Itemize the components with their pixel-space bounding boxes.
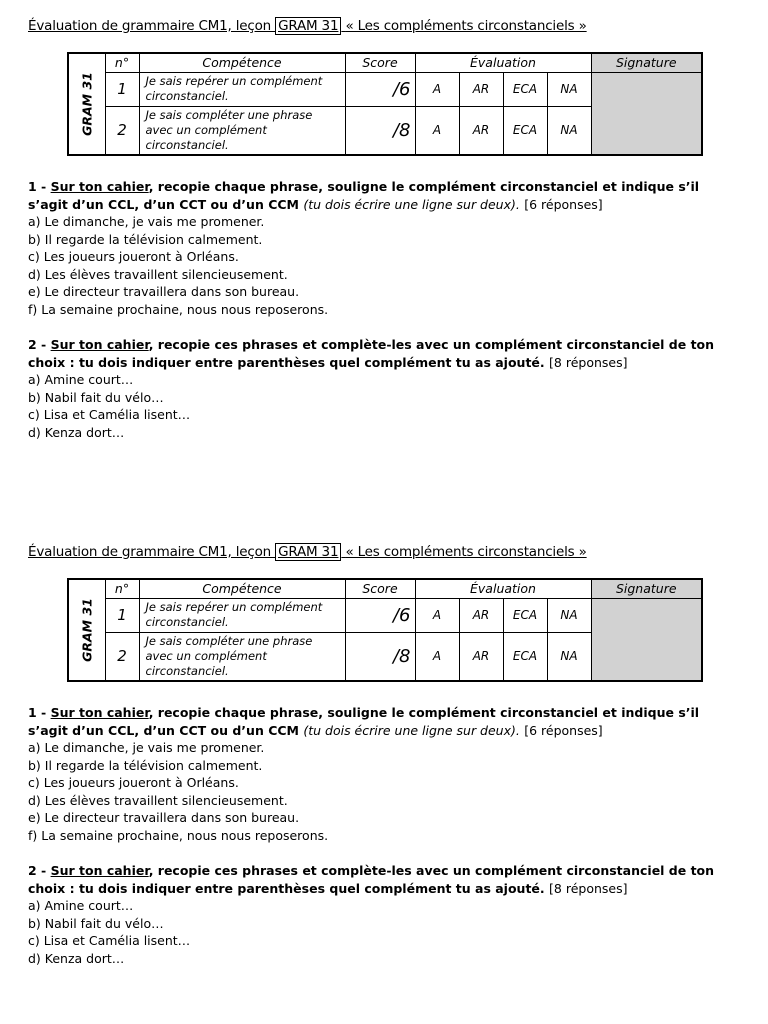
header-competence: Compétence <box>139 579 345 598</box>
exercise-instruction <box>28 178 740 213</box>
exercise-1 <box>28 704 740 844</box>
eval-a: A <box>415 106 459 155</box>
title-suffix: « Les compléments circonstanciels » <box>345 544 587 560</box>
lesson-code-vertical-label: GRAM 31 <box>79 598 95 662</box>
lesson-code-box: GRAM 31 <box>275 17 341 35</box>
exercise-items <box>28 213 740 318</box>
eval-eca: ECA <box>503 72 547 106</box>
header-score: Score <box>345 53 415 72</box>
competence-table <box>67 578 703 682</box>
eval-eca: ECA <box>503 632 547 681</box>
list-item: b) Nabil fait du vélo… <box>28 389 164 405</box>
answer-count: [8 réponses] <box>549 354 628 370</box>
exercise-where: Sur ton cahier <box>50 863 149 878</box>
list-item: c) Lisa et Camélia lisent… <box>28 933 191 948</box>
row-number: 2 <box>105 106 139 155</box>
sheet-title <box>28 544 587 560</box>
header-evaluation: Évaluation <box>415 579 591 598</box>
competence-text: Je sais repérer un complément circonstanciel. <box>139 598 345 632</box>
list-item: a) Le dimanche, je vais me promener. <box>28 740 265 755</box>
list-item: d) Kenza dort… <box>28 950 125 966</box>
competence-text: Je sais repérer un complément circonstanciel. <box>139 72 345 106</box>
answer-count: [6 réponses] <box>524 722 603 738</box>
exercise-note: (tu dois écrire une ligne sur deux). <box>303 722 520 738</box>
list-item: d) Les élèves travaillent silencieusement. <box>28 792 288 808</box>
score-cell: /8 <box>345 106 415 155</box>
score-cell: /8 <box>345 632 415 681</box>
lesson-code-cell <box>68 53 105 155</box>
header-num: n° <box>105 579 139 598</box>
list-item: e) Le directeur travaillera dans son bureau. <box>28 810 300 825</box>
list-item: c) Les joueurs joueront à Orléans. <box>28 775 239 790</box>
eval-eca: ECA <box>503 598 547 632</box>
exercise-instruction-text: , recopie ces phrases et complète-les avec un complément circonstanciel de ton choix : tu dois indiquer entre parenthèses quel complément tu as ajouté. <box>28 337 715 370</box>
exercise-instruction-text: , recopie chaque phrase, souligne le complément circonstanciel et indique s’il s’agit d’un CCL, d’un CCT ou d’un CCM <box>28 705 700 738</box>
list-item: d) Kenza dort… <box>28 424 125 440</box>
eval-a: A <box>415 598 459 632</box>
exercise-items <box>28 371 740 441</box>
list-item: f) La semaine prochaine, nous nous reposerons. <box>28 827 329 843</box>
title-prefix: Évaluation de grammaire CM1, leçon <box>28 544 271 560</box>
competence-table <box>67 52 703 156</box>
lesson-code-vertical-label: GRAM 31 <box>79 72 95 136</box>
exercise-number: 2 - <box>28 337 47 352</box>
row-number: 1 <box>105 598 139 632</box>
list-item: a) Amine court… <box>28 898 134 913</box>
list-item: d) Les élèves travaillent silencieusement. <box>28 266 288 282</box>
list-item: c) Lisa et Camélia lisent… <box>28 407 191 422</box>
exercise-instruction <box>28 336 740 371</box>
lesson-code-box: GRAM 31 <box>275 543 341 561</box>
exercise-note: (tu dois écrire une ligne sur deux). <box>303 196 520 212</box>
lesson-code-cell <box>68 579 105 681</box>
list-item: b) Il regarde la télévision calmement. <box>28 231 263 247</box>
list-item: c) Les joueurs joueront à Orléans. <box>28 249 239 264</box>
answer-count: [8 réponses] <box>549 880 628 896</box>
exercise-instruction <box>28 704 740 739</box>
list-item: a) Amine court… <box>28 372 134 387</box>
eval-eca: ECA <box>503 106 547 155</box>
eval-ar: AR <box>459 632 503 681</box>
header-signature: Signature <box>591 579 702 598</box>
competence-text: Je sais compléter une phrase avec un complément circonstanciel. <box>139 106 345 155</box>
list-item: b) Nabil fait du vélo… <box>28 915 164 931</box>
exercise-2 <box>28 862 740 967</box>
eval-a: A <box>415 72 459 106</box>
list-item: b) Il regarde la télévision calmement. <box>28 757 263 773</box>
eval-ar: AR <box>459 72 503 106</box>
eval-a: A <box>415 632 459 681</box>
row-number: 1 <box>105 72 139 106</box>
list-item: a) Le dimanche, je vais me promener. <box>28 214 265 229</box>
eval-na: NA <box>547 632 591 681</box>
answer-count: [6 réponses] <box>524 196 603 212</box>
exercise-items <box>28 739 740 844</box>
exercise-1 <box>28 178 740 318</box>
row-number: 2 <box>105 632 139 681</box>
exercise-items <box>28 897 740 967</box>
eval-na: NA <box>547 72 591 106</box>
exercise-instruction <box>28 862 740 897</box>
title-suffix: « Les compléments circonstanciels » <box>345 18 587 34</box>
table-header-row <box>68 53 702 72</box>
header-score: Score <box>345 579 415 598</box>
exercise-instruction-text: , recopie ces phrases et complète-les avec un complément circonstanciel de ton choix : tu dois indiquer entre parenthèses quel complément tu as ajouté. <box>28 863 715 896</box>
signature-box <box>591 72 702 155</box>
exercise-number: 1 - <box>28 705 47 720</box>
header-signature: Signature <box>591 53 702 72</box>
competence-text: Je sais compléter une phrase avec un complément circonstanciel. <box>139 632 345 681</box>
eval-ar: AR <box>459 106 503 155</box>
header-num: n° <box>105 53 139 72</box>
title-prefix: Évaluation de grammaire CM1, leçon <box>28 18 271 34</box>
table-header-row <box>68 579 702 598</box>
eval-ar: AR <box>459 598 503 632</box>
exercise-number: 2 - <box>28 863 47 878</box>
table-row <box>68 598 702 632</box>
sheet-title <box>28 18 587 34</box>
list-item: e) Le directeur travaillera dans son bureau. <box>28 284 300 299</box>
eval-na: NA <box>547 106 591 155</box>
header-competence: Compétence <box>139 53 345 72</box>
exercise-where: Sur ton cahier <box>50 179 149 194</box>
exercise-instruction-text: , recopie chaque phrase, souligne le complément circonstanciel et indique s’il s’agit d’un CCL, d’un CCT ou d’un CCM <box>28 179 700 212</box>
signature-box <box>591 598 702 681</box>
exercise-number: 1 - <box>28 179 47 194</box>
score-cell: /6 <box>345 598 415 632</box>
header-evaluation: Évaluation <box>415 53 591 72</box>
score-cell: /6 <box>345 72 415 106</box>
list-item: f) La semaine prochaine, nous nous reposerons. <box>28 301 329 317</box>
exercise-2 <box>28 336 740 441</box>
table-row <box>68 72 702 106</box>
exercise-where: Sur ton cahier <box>50 337 149 352</box>
eval-na: NA <box>547 598 591 632</box>
exercise-where: Sur ton cahier <box>50 705 149 720</box>
